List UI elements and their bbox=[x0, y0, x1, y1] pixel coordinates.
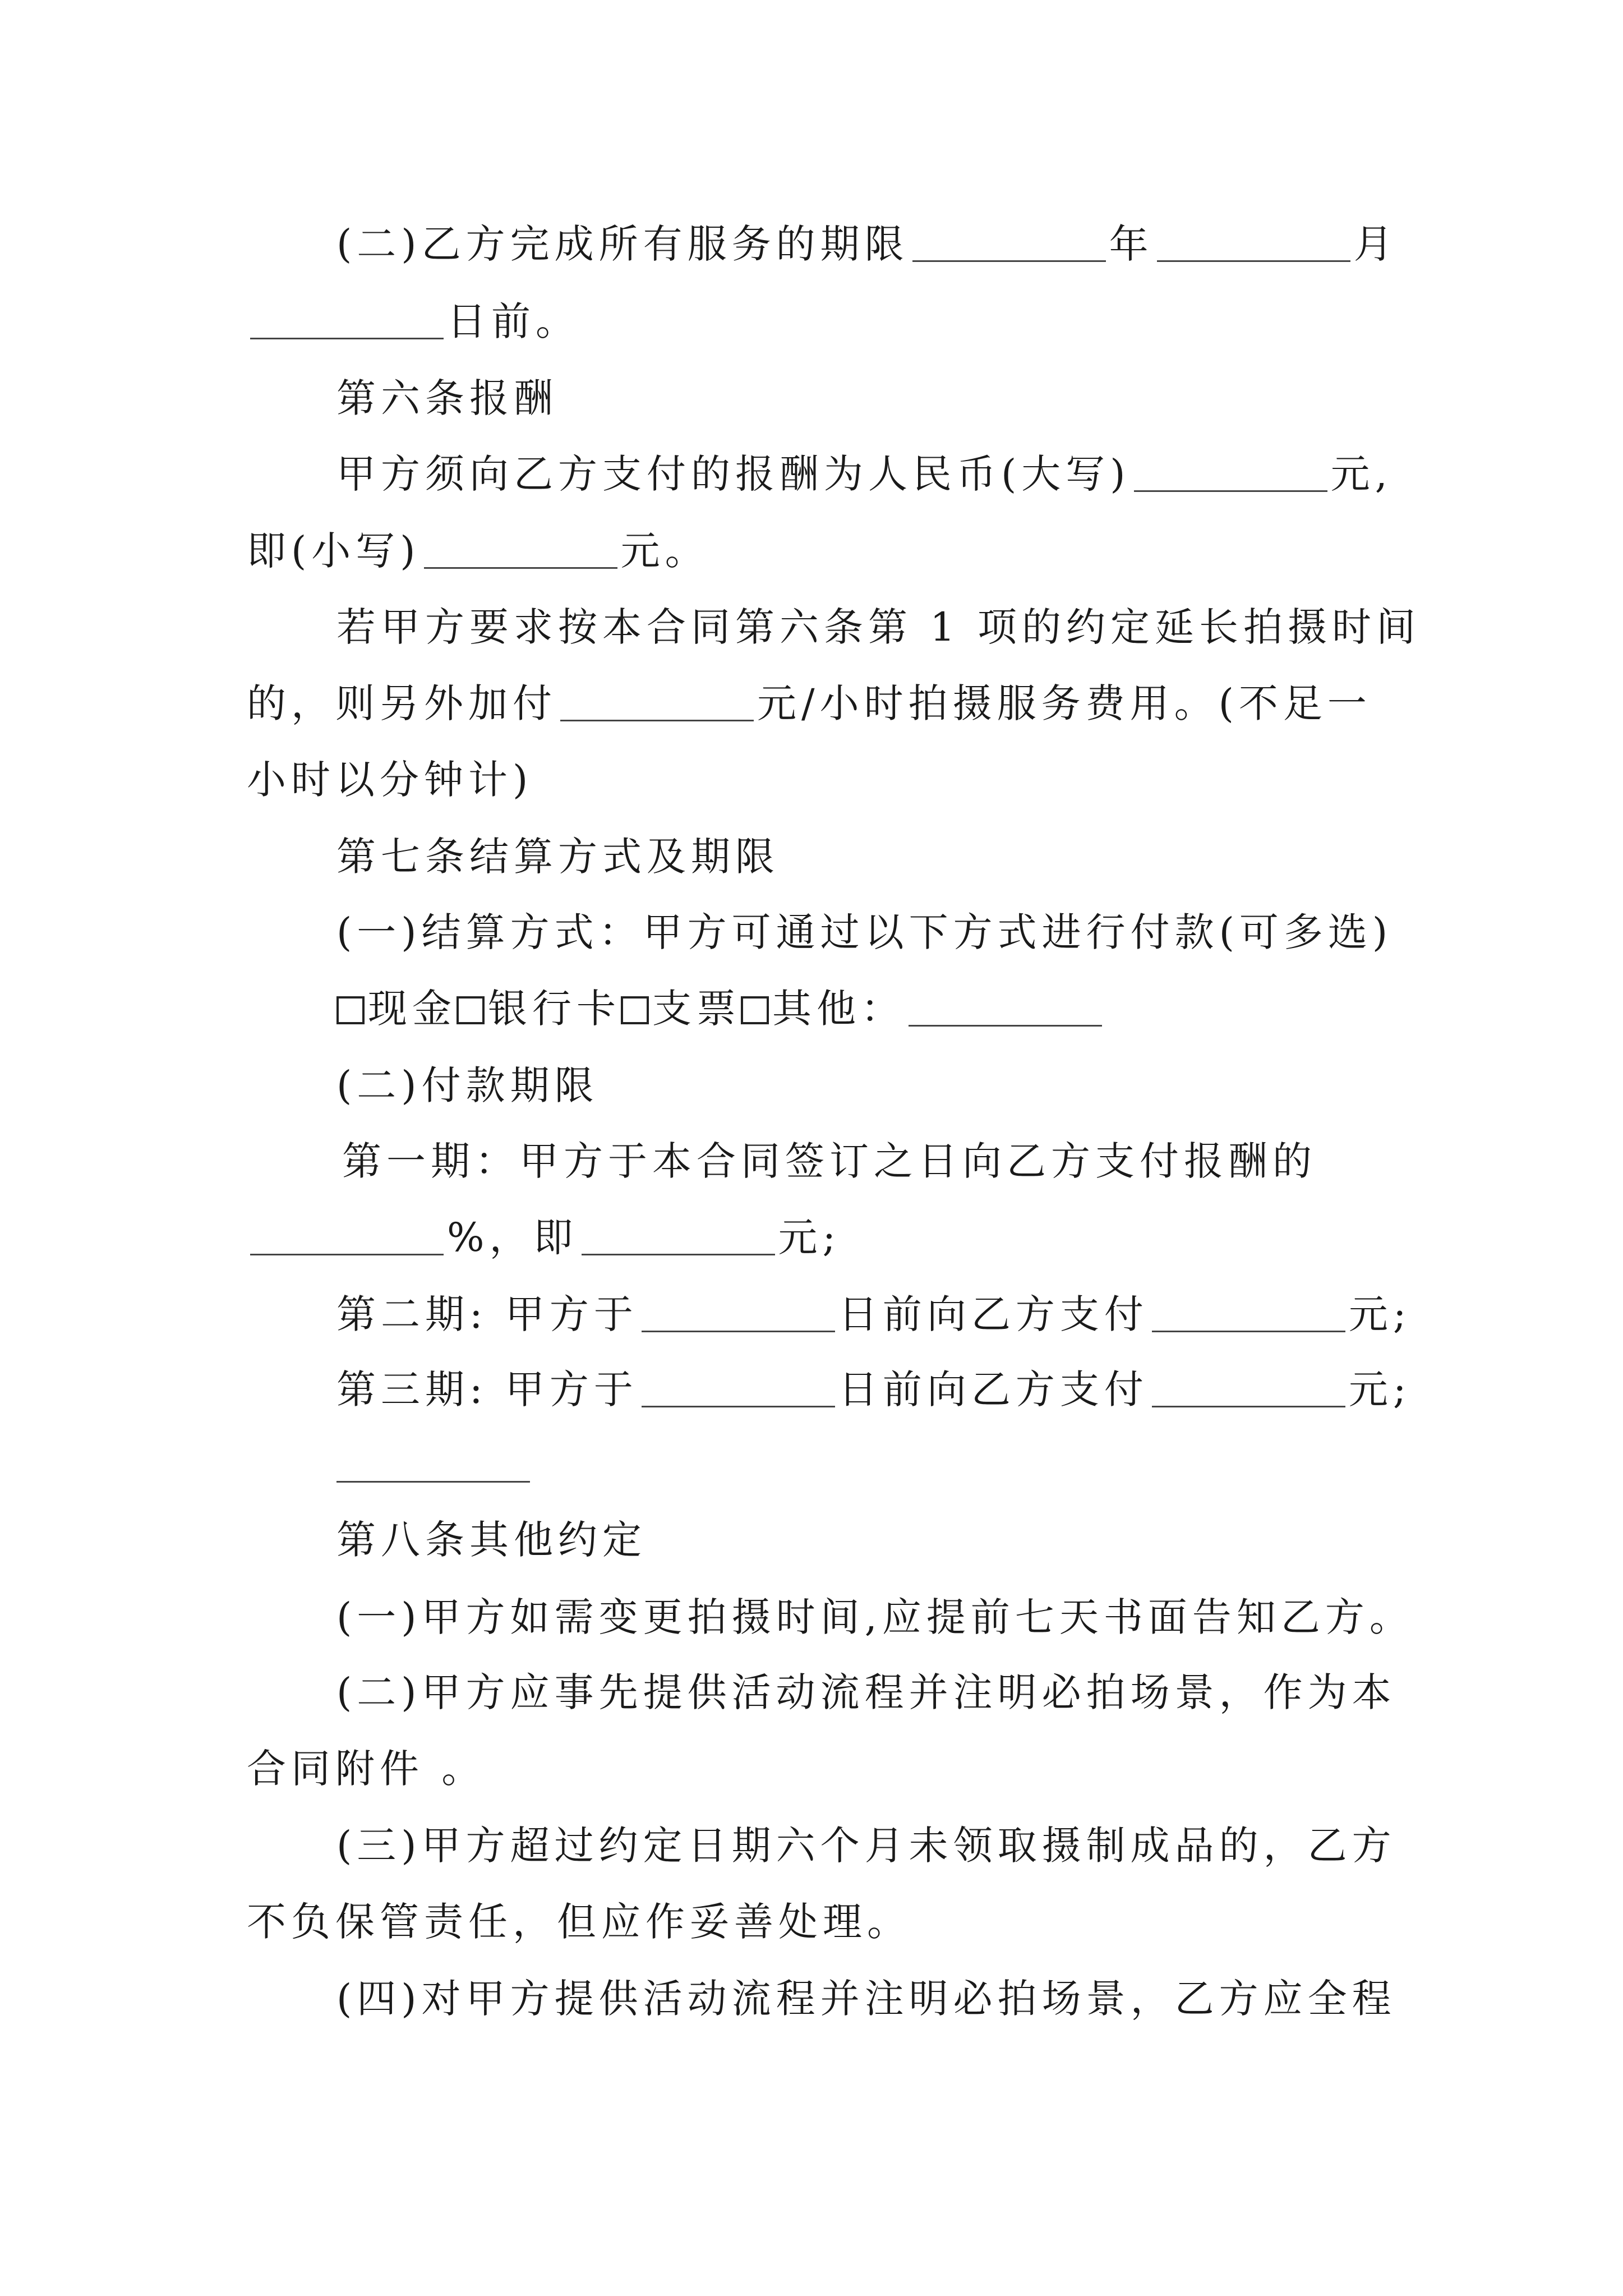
extra-blank bbox=[336, 1481, 530, 1483]
other-method-blank bbox=[909, 1023, 1102, 1027]
second-pay-text: 日前向乙方支付 bbox=[838, 1291, 1149, 1337]
year-label: 年 bbox=[1109, 221, 1154, 267]
article-7-heading: 第七条结算方式及期限 bbox=[336, 834, 780, 880]
amount-lowercase-blank bbox=[424, 565, 617, 569]
yuan-label: 元; bbox=[1348, 1366, 1412, 1412]
clause-8-3-line-2: 不负保管责任，但应作妥善处理。 bbox=[247, 1899, 911, 1945]
hourly-fee-text: 元/小时拍摄服务费用。(不足一 bbox=[757, 680, 1372, 726]
remuneration-lowercase-line bbox=[247, 526, 709, 576]
percent-blank bbox=[250, 1251, 444, 1255]
month-label: 月 bbox=[1353, 221, 1398, 267]
clause-8-3-line-1: (三)甲方超过约定日期六个月未领取摄制成品的，乙方 bbox=[336, 1823, 1396, 1869]
first-installment-amount-line bbox=[247, 1212, 841, 1263]
third-installment-text: 第三期: 甲方于 bbox=[336, 1366, 638, 1412]
third-pay-text: 日前向乙方支付 bbox=[838, 1366, 1149, 1412]
service-deadline-line bbox=[336, 219, 1398, 269]
day-label: 日前。 bbox=[447, 298, 580, 344]
first-installment-line: 第一期：甲方于本合同签订之日向乙方支付报酬的 bbox=[342, 1138, 1317, 1184]
overtime-text: 的，则另外加付 bbox=[247, 680, 557, 726]
cheque-label: 支票 bbox=[652, 986, 741, 1032]
service-deadline-day-line bbox=[247, 296, 580, 347]
second-amount-blank bbox=[1152, 1328, 1345, 1332]
yuan-label: 元, bbox=[1330, 451, 1393, 497]
other-checkbox[interactable] bbox=[741, 996, 769, 1024]
yuan-label: 元; bbox=[778, 1214, 841, 1260]
year-blank bbox=[912, 258, 1106, 262]
remuneration-amount-line bbox=[336, 449, 1393, 499]
lowercase-text: 即(小写) bbox=[247, 528, 421, 574]
second-date-blank bbox=[642, 1328, 835, 1332]
first-amount-blank bbox=[582, 1251, 775, 1255]
clause-8-2-line-2: 合同附件 。 bbox=[247, 1746, 486, 1792]
overtime-clause-line-1: 若甲方要求按本合同第六条第 1 项的约定延长拍摄时间 bbox=[336, 604, 1421, 650]
article-8-heading: 第八条其他约定 bbox=[336, 1517, 647, 1563]
second-installment-line bbox=[336, 1289, 1411, 1340]
cheque-checkbox[interactable] bbox=[621, 996, 649, 1024]
overtime-clause-line-3: 小时以分钟计) bbox=[247, 757, 533, 803]
cash-label: 现金 bbox=[368, 986, 457, 1032]
third-amount-blank bbox=[1152, 1404, 1345, 1407]
overtime-clause-line-2 bbox=[247, 678, 1372, 729]
hourly-fee-blank bbox=[560, 717, 754, 721]
day-blank bbox=[250, 335, 444, 339]
remuneration-text: 甲方须向乙方支付的报酬为人民币(大写) bbox=[336, 451, 1131, 497]
yuan-label: 元。 bbox=[620, 528, 709, 574]
cash-checkbox[interactable] bbox=[336, 996, 365, 1024]
percent-label: %，即 bbox=[447, 1214, 578, 1260]
other-label: 其他： bbox=[772, 986, 905, 1032]
second-installment-text: 第二期: 甲方于 bbox=[336, 1291, 638, 1337]
month-blank bbox=[1157, 258, 1350, 262]
settlement-method-line: (一)结算方式：甲方可通过以下方式进行付款(可多选) bbox=[336, 909, 1393, 955]
payment-term-heading: (二)付款期限 bbox=[336, 1062, 599, 1108]
service-deadline-text: (二)乙方完成所有服务的期限 bbox=[336, 221, 909, 267]
clause-8-1: (一)甲方如需变更拍摄时间,应提前七天书面告知乙方。 bbox=[336, 1594, 1414, 1640]
bank-card-label: 银行卡 bbox=[488, 986, 621, 1032]
clause-8-2-line-1: (二)甲方应事先提供活动流程并注明必拍场景，作为本 bbox=[336, 1669, 1396, 1715]
payment-options-line bbox=[336, 983, 1105, 1034]
third-date-blank bbox=[642, 1404, 835, 1407]
clause-8-4-line-1: (四)对甲方提供活动流程并注明必拍场景，乙方应全程 bbox=[336, 1976, 1396, 2022]
amount-uppercase-blank bbox=[1134, 488, 1327, 492]
yuan-label: 元; bbox=[1348, 1291, 1412, 1337]
third-installment-line bbox=[336, 1364, 1411, 1415]
bank-card-checkbox[interactable] bbox=[457, 996, 485, 1024]
article-6-heading: 第六条报酬 bbox=[336, 375, 558, 421]
